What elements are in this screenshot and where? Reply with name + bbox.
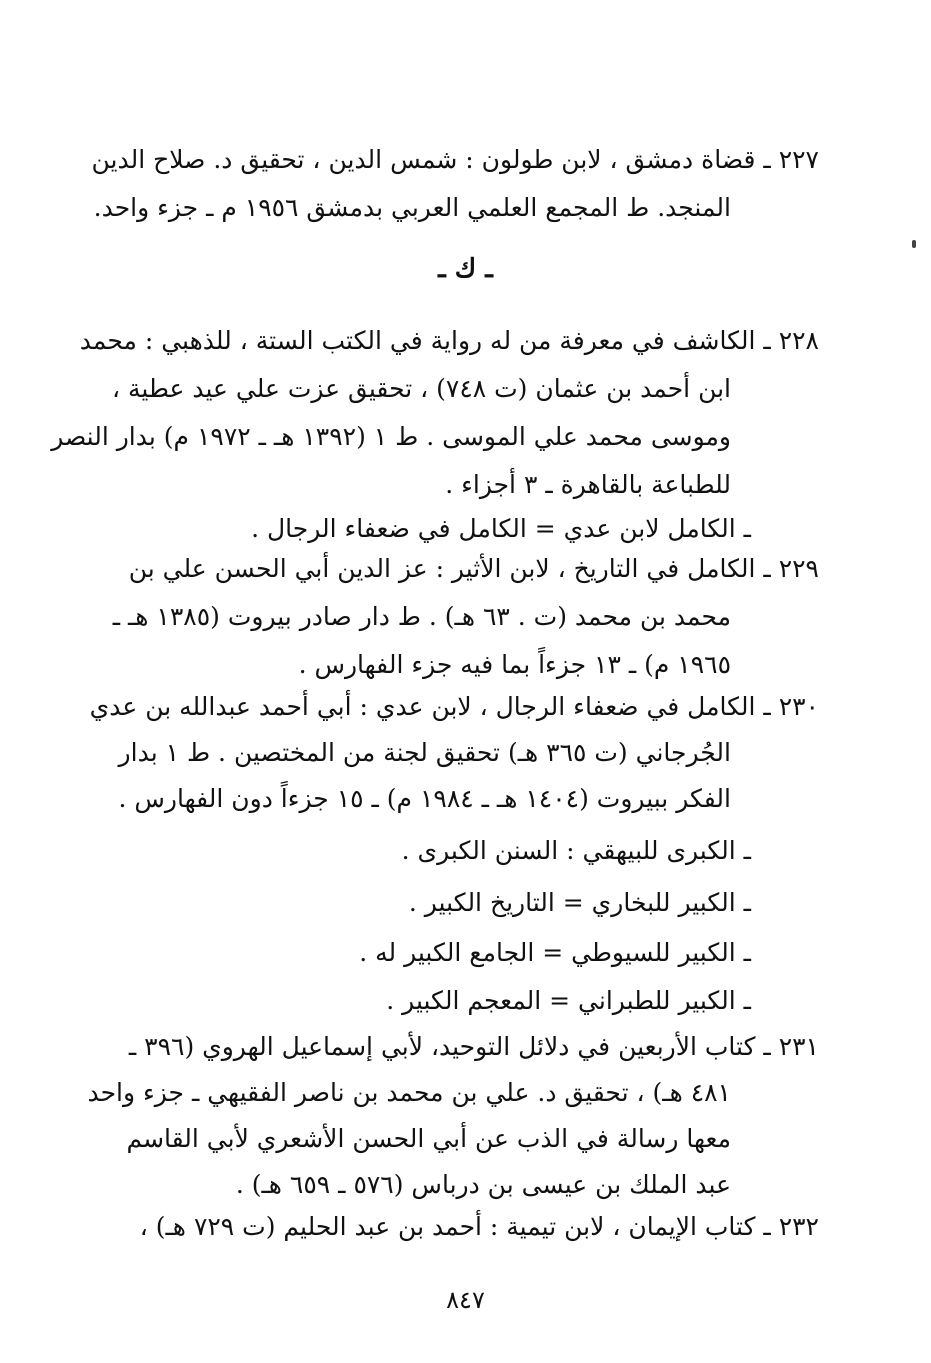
cross-reference-kubra-bayhaqi: ـ الكبرى للبيهقي : السنن الكبرى . (401, 836, 751, 865)
cross-reference-kamil-ibn-adi: ـ الكامل لابن عدي = الكامل في ضعفاء الرجال . (251, 514, 751, 543)
entry-229-line-2: محمد بن محمد (ت . ٦٣ هـ) . ط دار صادر بيروت (١٣٨٥ هـ ـ (112, 602, 731, 631)
entry-227-line-2: المنجد. ط المجمع العلمي العربي بدمشق ١٩٥٦ م ـ جزء واحد. (93, 193, 731, 222)
page-number: ٨٤٧ (446, 1286, 485, 1314)
entry-229-line-3: ١٩٦٥ م) ـ ١٣ جزءاً بما فيه جزء الفهارس . (298, 650, 731, 679)
scan-speck (912, 240, 916, 248)
entry-228-line-4: للطباعة بالقاهرة ـ ٣ أجزاء . (445, 470, 731, 499)
entry-228-line-1: ٢٢٨ ـ الكاشف في معرفة من له رواية في الكتب الستة ، للذهبي : محمد (79, 326, 819, 355)
cross-reference-kabir-bukhari: ـ الكبير للبخاري = التاريخ الكبير . (408, 888, 751, 917)
entry-231-line-4: عبد الملك بن عيسى بن درباس (٥٧٦ ـ ٦٥٩ هـ) . (235, 1170, 731, 1199)
entry-230-line-2: الجُرجاني (ت ٣٦٥ هـ) تحقيق لجنة من المختصين . ط ١ بدار (118, 738, 731, 767)
entry-231-line-3: معها رسالة في الذب عن أبي الحسن الأشعري لأبي القاسم (126, 1124, 731, 1153)
cross-reference-kabir-tabarani: ـ الكبير للطبراني = المعجم الكبير . (386, 986, 751, 1015)
entry-231-line-2: ٤٨١ هـ) ، تحقيق د. علي بن محمد بن ناصر الفقيهي ـ جزء واحد (87, 1078, 731, 1107)
entry-230-line-3: الفكر ببيروت (١٤٠٤ هـ ـ ١٩٨٤ م) ـ ١٥ جزءاً دون الفهارس . (118, 784, 731, 813)
section-heading-kaf: ـ ك ـ (438, 254, 493, 284)
entry-228-line-3: وموسى محمد علي الموسى . ط ١ (١٣٩٢ هـ ـ ١٩٧٢ م) بدار النصر (51, 422, 731, 451)
cross-reference-kabir-suyuti: ـ الكبير للسيوطي = الجامع الكبير له . (359, 938, 751, 967)
entry-230-line-1: ٢٣٠ ـ الكامل في ضعفاء الرجال ، لابن عدي : أبي أحمد عبدالله بن عدي (89, 692, 819, 721)
entry-232-line-1: ٢٣٢ ـ كتاب الإيمان ، لابن تيمية : أحمد بن عبد الحليم (ت ٧٢٩ هـ) ، (139, 1212, 819, 1241)
entry-229-line-1: ٢٢٩ ـ الكامل في التاريخ ، لابن الأثير : عز الدين أبي الحسن علي بن (128, 554, 819, 583)
entry-231-line-1: ٢٣١ ـ كتاب الأربعين في دلائل التوحيد، لأبي إسماعيل الهروي (٣٩٦ ـ (128, 1032, 819, 1061)
entry-227-line-1: ٢٢٧ ـ قضاة دمشق ، لابن طولون : شمس الدين ، تحقيق د. صلاح الدين (91, 145, 819, 174)
entry-228-line-2: ابن أحمد بن عثمان (ت ٧٤٨) ، تحقيق عزت علي عيد عطية ، (112, 374, 731, 403)
